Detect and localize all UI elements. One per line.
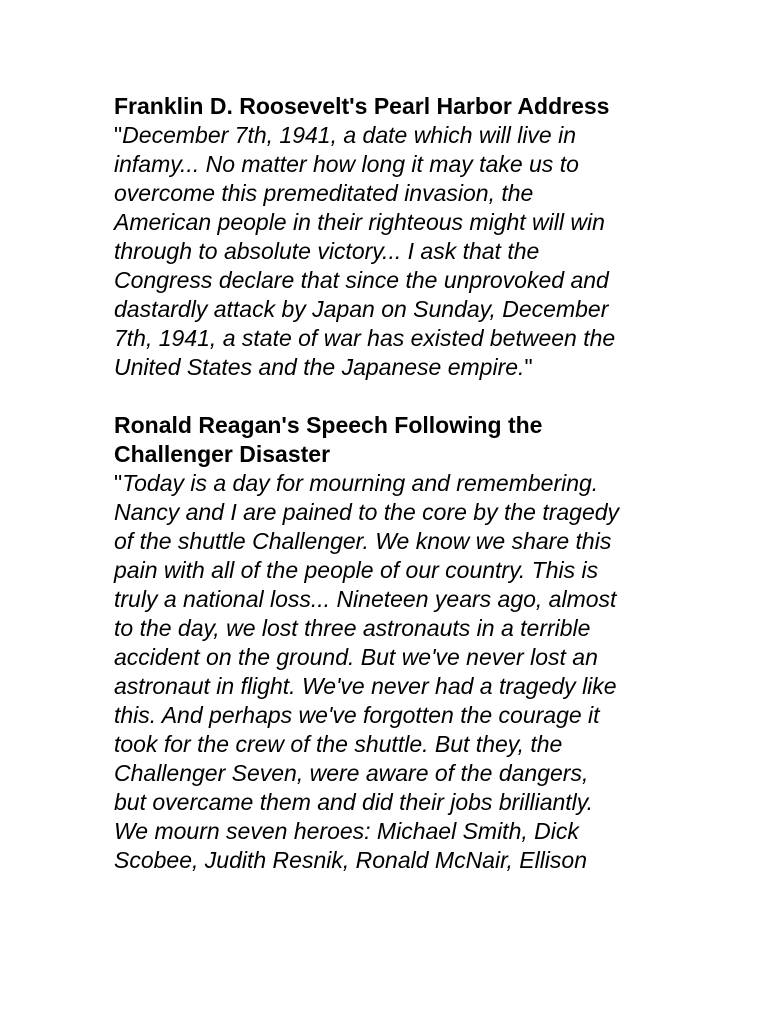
quote-line: through to absolute victory... I ask that the	[114, 238, 540, 264]
quote-line: astronaut in flight. We've never had a tragedy like	[114, 673, 617, 699]
section-reagan	[114, 411, 654, 875]
quote-line: but overcame them and did their jobs brilliantly.	[114, 789, 593, 815]
quote-line: 7th, 1941, a state of war has existed between the	[114, 325, 616, 351]
quote-line: Challenger Seven, were aware of the dangers,	[114, 760, 589, 786]
section-title: Franklin D. Roosevelt's Pearl Harbor Address	[114, 93, 610, 119]
speech-quote	[114, 469, 654, 875]
quote-text: December 7th, 1941, a date which will live in	[122, 122, 577, 148]
close-quote-mark: "	[524, 354, 533, 380]
quote-line: this. And perhaps we've forgotten the courage it	[114, 702, 600, 728]
quote-line: pain with all of the people of our country. This is	[114, 557, 599, 583]
section-title	[114, 411, 654, 469]
quote-line	[114, 121, 654, 150]
quote-text: United States and the Japanese empire.	[114, 354, 525, 380]
section-fdr	[114, 92, 654, 382]
quote-line	[114, 469, 654, 498]
document-page	[114, 92, 654, 875]
open-quote-mark: "	[114, 122, 123, 148]
quote-line	[114, 353, 654, 382]
quote-line: Scobee, Judith Resnik, Ronald McNair, Ellison	[114, 847, 588, 873]
speech-quote	[114, 121, 654, 382]
open-quote-mark: "	[114, 470, 123, 496]
quote-line: to the day, we lost three astronauts in a terrible	[114, 615, 591, 641]
quote-text: Today is a day for mourning and remembering.	[122, 470, 599, 496]
title-line: Ronald Reagan's Speech Following the	[114, 412, 543, 438]
title-line: Challenger Disaster	[114, 441, 331, 467]
quote-line: overcome this premeditated invasion, the	[114, 180, 534, 206]
quote-line: truly a national loss... Nineteen years ago, almost	[114, 586, 617, 612]
quote-line: took for the crew of the shuttle. But they, the	[114, 731, 563, 757]
quote-line: Nancy and I are pained to the core by the tragedy	[114, 499, 620, 525]
quote-line: dastardly attack by Japan on Sunday, December	[114, 296, 609, 322]
quote-line: American people in their righteous might will win	[114, 209, 605, 235]
quote-line: accident on the ground. But we've never lost an	[114, 644, 598, 670]
quote-line: of the shuttle Challenger. We know we share this	[114, 528, 612, 554]
quote-line: infamy... No matter how long it may take us to	[114, 151, 579, 177]
quote-line: Congress declare that since the unprovoked and	[114, 267, 609, 293]
quote-line: We mourn seven heroes: Michael Smith, Dick	[114, 818, 579, 844]
